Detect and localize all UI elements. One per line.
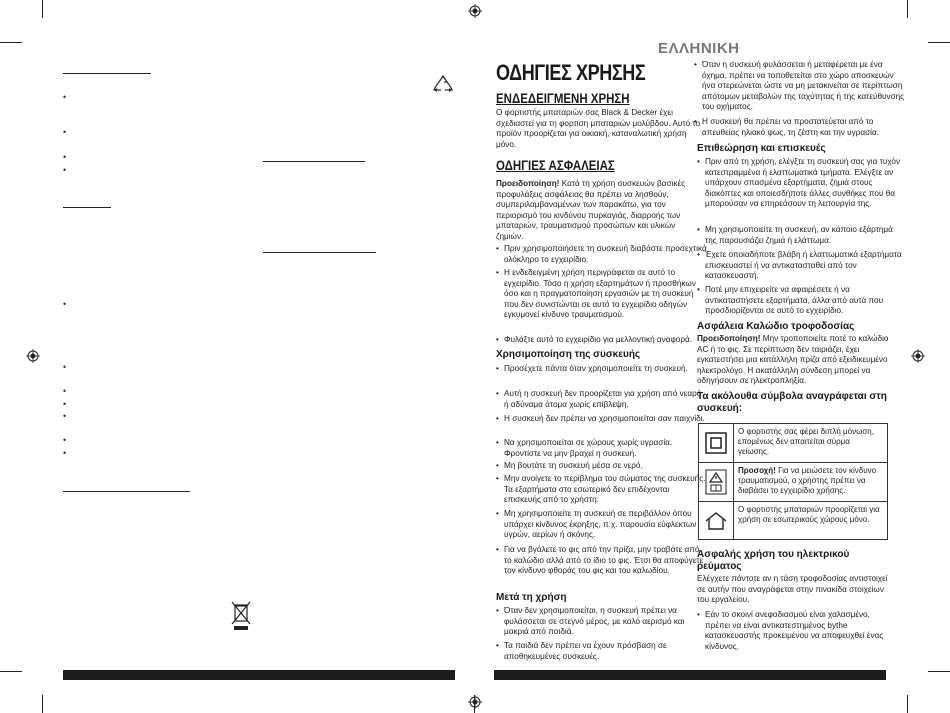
- after-use-bullet: • Όταν δεν χρησιμοποιείται, η συσκευή πρέπει να φυλάσσεται σε στεγνό μέρος, με καλό αερισμό και μακριά από παιδιά.: [496, 606, 708, 638]
- device-use-bullet: • Για να βγάλετε το φις από την πρίζα, μην τραβάτε από το καλώδιο αλλά από το ίδιο το φις. Έτσι θα αποφύγετε τον κίνδυνο φθοράς του φις και του καλωδίου.: [496, 545, 708, 577]
- left-bullet: •: [63, 152, 67, 162]
- left-heading-rule: [63, 491, 190, 492]
- safety-warning: [496, 179, 704, 243]
- safety-bullet: • Φυλάξτε αυτό το εγχειρίδιο για μελλοντική αναφορά.: [496, 335, 726, 346]
- cable-warning-label: Προειδοποίηση!: [697, 334, 761, 343]
- symbol-row: [699, 502, 887, 539]
- intended-use-heading: ΕΝΔΕΔΕΙΓΜΕΝΗ ΧΡΗΣΗ: [496, 91, 630, 106]
- symbol-text: Ο φορτιστής σας φέρει διπλή μόνωση, επομένως δεν απαιτείται σύρμα γείωσης.: [738, 427, 874, 456]
- cable-warning-text: Μην τροποποιείτε ποτέ το καλώδιο AC ή το φις. Σε περίπτωση δεν ταιριάζει, έχει εγκατεστήσει μια κατάλληλη πρίζα από εξειδικευμένο ηλεκτρολόγο. Η ακατάλληλη σύνδεση μπορεί να οδηγήσουν σε ηλεκτροπληξία.: [697, 334, 889, 386]
- cable-safety-heading: Ασφάλεια Καλώδιο τροφοδοσίας: [697, 321, 855, 332]
- registration-mark-icon: [26, 349, 40, 363]
- right-footer-bar: [494, 670, 886, 680]
- left-bullet: •: [63, 127, 67, 137]
- safety-warning-label: Προειδοποίηση!: [496, 179, 560, 188]
- inspection-heading: Επιθεώρηση και επισκευές: [697, 143, 826, 154]
- left-bullet: •: [63, 165, 67, 175]
- device-use-bullet: • Μη βουτάτε τη συσκευή μέσα σε νερό.: [496, 461, 708, 472]
- crop-mark: [928, 42, 950, 43]
- device-use-bullet: • Προσέχετε πάντα όταν χρησιμοποιείτε τη συσκευή.: [496, 364, 708, 375]
- registration-mark-icon: [468, 695, 482, 709]
- symbols-table: [698, 423, 888, 540]
- storage-bullet: • Όταν η συσκευή φυλάσσεται ή μεταφέρεται με ένα όχημα, πρέπει να τοποθετείται στο χώρο αποσκευών ήνα στερεώνεται ώστε να μη μετακινείται σε περίπτωση απότομων μεταβολών της ταχύτητας ή της κατεύθυνσης του οχήματος.: [694, 60, 908, 113]
- page-title: ΟΔΗΓΙΕΣ ΧΡΗΣΗΣ: [496, 60, 646, 85]
- warning-manual-icon: [699, 463, 734, 501]
- inspection-bullet: • Μη χρησιμοποιείτε τη συσκευή, αν κάποιο εξάρτημά της παρουσιάζει ζημιά ή ελάττωμα.: [697, 225, 905, 246]
- crop-mark: [928, 671, 950, 672]
- left-bullet: •: [63, 362, 67, 372]
- crop-mark: [907, 0, 908, 18]
- left-bullet: •: [63, 386, 67, 396]
- crop-mark: [907, 695, 908, 713]
- safety-bullet: • Πριν χρησιμοποιήσετε τη συσκευή διαβάστε προσεχτικά ολόκληρο το εγχειρίδιο.: [496, 244, 708, 265]
- recycle-icon: [432, 74, 454, 94]
- symbol-row: [699, 463, 887, 502]
- intended-use-text: Ο φορτιστής μπαταριών σας Black & Decker έχει σχεδιαστεί για τη φορτιση μπαταριών μολύβδου. Αυτό το προϊόν προορίζεται για οικιακή, καταναλωτική χρήση μόνο.: [496, 108, 701, 149]
- left-bullet: •: [63, 411, 67, 421]
- language-label: ΕΛΛΗΝΙΚΗ: [658, 40, 740, 57]
- electric-safety-heading: Ασφαλής χρήση του ηλεκτρικού ρεύματος: [697, 549, 850, 572]
- left-bullet: •: [63, 399, 67, 409]
- registration-mark-icon: [911, 349, 925, 363]
- left-footer-bar: [63, 670, 455, 680]
- indoor-house-icon: [699, 502, 734, 539]
- left-heading-rule: [263, 161, 365, 162]
- device-use-heading: Χρησιμοποίηση της συσκευής: [496, 349, 641, 360]
- safety-warning-text: Κατά τη χρήση συσκευών βασικές προφυλάξεις ασφάλειας θα πρέπει να λησθούν, συμπεριλαμβανομένων των παρακάτω, για τον περιορισμό του κινδύνου πυρκαγιάς, διαρροής των μπαταριών, τραυματισμού προσώπων και υλικών ζημιών.: [496, 179, 686, 241]
- crop-mark: [42, 695, 43, 713]
- registration-mark-icon: [468, 4, 482, 18]
- left-heading-rule: [263, 252, 376, 253]
- symbol-text: Ο φορτιστής μπαταριών προορίζεται για χρήση σε εσωτερικούς χώρους μόνο.: [738, 505, 880, 524]
- electric-safety-bullet: • Εάν το σκοινί ανεφοδιασμού είναι χαλασμένο, πρέπει να είναι αντικατεστημένος bythe κατασκευαστής προκειμένου να αποφευχθεί ένας κίνδυνος.: [697, 610, 895, 652]
- device-use-bullet: • Η συσκευή δεν πρέπει να χρησιμοποιείται σαν παιχνίδι.: [496, 414, 708, 425]
- device-use-bullet: • Μη χρησιμοποιείτε τη συσκευή σε περιβάλλον όπου υπάρχει κίνδυνος έκρηξης, π.χ. παρουσία εύφλεκτων υγρών, αερίων ή σκόνης.: [496, 509, 708, 541]
- crop-mark: [0, 42, 22, 43]
- left-bullet: •: [63, 299, 67, 309]
- symbol-text: Προσοχή! Για να μειώσετε τον κίνδυνο τραυματισμού, ο χρήστης πρέπει να διαβάσει το εγχειρίδιο χρήσης.: [738, 466, 877, 495]
- crop-mark: [42, 0, 43, 18]
- left-bullet: •: [63, 92, 67, 102]
- left-bullet: •: [63, 435, 67, 445]
- double-insulation-icon: [699, 424, 734, 462]
- crop-mark: [0, 671, 22, 672]
- left-bullet: •: [63, 448, 67, 458]
- after-use-heading: Μετά τη χρήση: [496, 592, 567, 603]
- weee-bin-icon: [230, 600, 252, 632]
- inspection-bullet: • Έχετε οποιαδήποτε βλάβη ή ελαττωματικά εξαρτήματα επισκευαστεί ή να αντικατασταθεί από τον κατασκευαστή.: [697, 250, 905, 282]
- safety-heading: ΟΔΗΓΙΕΣ ΑΣΦΑΛΕΙΑΣ: [496, 158, 615, 173]
- after-use-bullet: • Τα παιδιά δεν πρέπει να έχουν πρόσβαση σε αποθηκευμένες συσκευές.: [496, 641, 708, 662]
- left-heading-rule: [63, 207, 111, 208]
- inspection-bullet: • Πριν από τη χρήση, ελέγξτε τη συσκευή σας για τυχόν κατεστραμμένα ή ελαττωματικά τμήματα. Ελέγξτε αν υπάρχουν σπασμένα εξαρτήματα, ζημιά στους διακόπτες και οποιεσδήποτε άλλες συνθήκες που θα μπορούσαν να επηρεάσουν τη λειτουργία της.: [697, 157, 905, 210]
- left-heading-rule: [63, 73, 151, 74]
- storage-bullet: • Η συσκευή θα πρέπει να προστατεύεται από το απευθείας ηλιακό φως, τη ζέστη και την υγρασία.: [694, 117, 908, 138]
- inspection-bullet: • Ποτέ μην επιχειρείτε να αφαιρέσετε ή να αντικαταστήσετε εξαρτήματα, άλλα από αυτά που προσδιορίζονται σε αυτό το εγχειρίδιο.: [697, 285, 905, 317]
- safety-bullet: • Η ενδεδειγμένη χρήση περιγράφεται σε αυτό το εγχειρίδιο. Τόσο η χρήση εξαρτημάτων ή προσθήκων όσο και η πραγματοποίηση εργασιών με τη συσκευή που δεν συνιστώνται σε αυτό το εγχειρίδιο οδηγών εγκυμονεί κίνδυνο τραυματισμού.: [496, 268, 708, 321]
- device-use-bullet: • Αυτή η συσκευή δεν προορίζεται για χρήση από νεαρά ή αδύναμα άτομα χωρίς επίβλεψη.: [496, 389, 708, 410]
- cable-safety-text: [697, 334, 893, 387]
- device-use-bullet: • Να χρησιμοποιείται σε χώρους χωρίς υγρασία. Φροντίστε να μην βραχεί η συσκευή.: [496, 438, 708, 459]
- symbol-row: [699, 424, 887, 463]
- symbols-heading: Τα ακόλουθα σύμβολα αναγράφεται στη συσκευή:: [697, 391, 887, 414]
- electric-safety-text: Ελέγχετε πάντοτε αν η τάση τροφοδοσίας αντιστοιχεί σε αυτήν που αναγράφεται στην πινακίδα στοιχείων του εργαλείου.: [697, 574, 888, 605]
- device-use-bullet: • Μην ανοίγετε το περίβλημα του σώματος της συσκευής. Τα εξαρτήματα στο εσωτερικό δεν επιδέχονται επισκευής από το χρήστη.: [496, 474, 708, 506]
